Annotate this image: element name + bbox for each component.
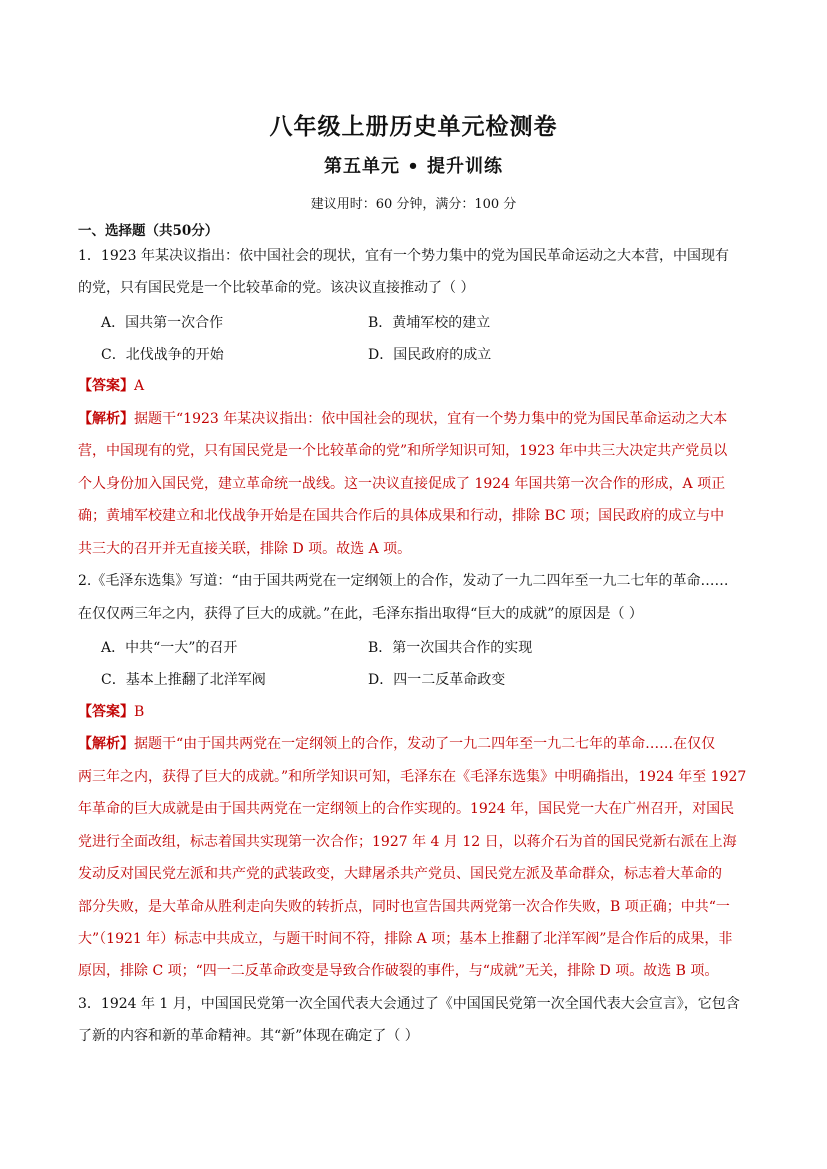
question-2-option-b: B．第一次国共合作的实现 — [368, 640, 533, 656]
question-2-option-c: C．基本上推翻了北洋军阀 — [101, 672, 266, 688]
document-subtitle: 第五单元 • 提升训练 — [323, 156, 504, 177]
question-2-analysis-line-7: 大”（1921 年）标志中共成立，与题干时间不符，排除 A 项；基本上推翻了北洋军阀”是合作后的成果，非 — [78, 931, 733, 947]
question-2-stem-line-2: 在仅仅两三年之内，获得了巨大的成就。”在此，毛泽东指出取得“巨大的成就”的原因是（ ） — [78, 606, 643, 622]
question-3-stem-line-2: 了新的内容和新的革命精神。其“新”体现在确定了（ ） — [78, 1028, 419, 1044]
question-1-analysis-line-1 — [78, 409, 754, 429]
question-1-option-d: D．国民政府的成立 — [368, 347, 492, 363]
question-1-answer — [78, 376, 754, 396]
question-2-option-a: A．中共“一大”的召开 — [101, 640, 238, 656]
question-2-analysis-line-8: 原因，排除 C 项；“四一二反革命政变是导致合作破裂的事件，与“成就”无关，排除 D 项。故选 B 项。 — [78, 963, 719, 979]
answer-value: B — [134, 704, 145, 720]
question-2-analysis-line-3: 年革命的巨大成就是由于国共两党在一定纲领上的合作实现的。1924 年，国民党一大在广州召开，对国民 — [78, 801, 735, 817]
answer-value: A — [134, 378, 145, 394]
question-1-stem-line-2: 的党，只有国民党是一个比较革命的党。该决议直接推动了（ ） — [78, 280, 475, 296]
question-1-analysis-line-3: 个人身份加入国民党，建立革命统一战线。这一决议直接促成了 1924 年国共第一次合作的形成，A 项正 — [78, 476, 726, 492]
question-2-stem-line-1: 2.《毛泽东选集》写道：“由于国共两党在一定纲领上的合作，发动了一九二四年至一九二七年的革命…… — [78, 573, 729, 589]
question-1-stem-line-1: 1．1923 年某决议指出：依中国社会的现状，宜有一个势力集中的党为国民革命运动之大本营，中国现有 — [78, 248, 729, 264]
question-1-option-a: A．国共第一次合作 — [101, 315, 224, 331]
question-2-analysis-line-1 — [78, 734, 754, 754]
answer-label: 【答案】 — [78, 378, 134, 394]
document-title: 八年级上册历史单元检测卷 — [269, 113, 558, 140]
question-2-answer — [78, 702, 754, 722]
time-score-info: 建议用时：60 分钟，满分：100 分 — [310, 197, 517, 212]
question-2-analysis-line-2: 两三年之内，获得了巨大的成就。”和所学知识可知，毛泽东在《毛泽东选集》中明确指出，1924 年至 1927 — [78, 769, 747, 785]
analysis-label: 【解析】 — [78, 411, 134, 427]
question-1-analysis-line-5: 共三大的召开并无直接关联，排除 D 项。故选 A 项。 — [78, 541, 412, 557]
analysis-text: 据题干“由于国共两党在一定纲领上的合作，发动了一九二四年至一九二七年的革命……在仅仅 — [134, 736, 716, 752]
question-2-analysis-line-5: 发动反对国民党左派和共产党的武装政变，大肆屠杀共产党员、国民党左派及革命群众，标志着大革命的 — [78, 866, 722, 882]
question-1-option-b: B．黄埔军校的建立 — [368, 315, 491, 331]
analysis-text: 据题干“1923 年某决议指出：依中国社会的现状，宜有一个势力集中的党为国民革命运动之大本 — [134, 411, 728, 427]
question-2-analysis-line-4: 党进行全面改组，标志着国共实现第一次合作；1927 年 4 月 12 日，以蒋介石为首的国民党新右派在上海 — [78, 834, 737, 850]
section-heading: 一、选择题（共50分） — [78, 223, 219, 239]
answer-label: 【答案】 — [78, 704, 134, 720]
question-1-option-c: C．北伐战争的开始 — [101, 347, 224, 363]
question-1-analysis-line-2: 营，中国现有的党，只有国民党是一个比较革命的党”和所学知识可知，1923 年中共三大决定共产党员以 — [78, 443, 728, 459]
analysis-label: 【解析】 — [78, 736, 134, 752]
question-1-analysis-line-4: 确；黄埔军校建立和北伐战争开始是在国共合作后的具体成果和行动，排除 BC 项；国民政府的成立与中 — [78, 508, 725, 524]
question-2-analysis-line-6: 部分失败，是大革命从胜利走向失败的转折点，同时也宣告国共两党第一次合作失败，B 项正确；中共“一 — [78, 899, 730, 915]
question-3-stem-line-1: 3．1924 年 1 月，中国国民党第一次全国代表大会通过了《中国国民党第一次全国代表大会宣言》，它包含 — [78, 996, 740, 1012]
question-2-option-d: D．四一二反革命政变 — [368, 672, 506, 688]
